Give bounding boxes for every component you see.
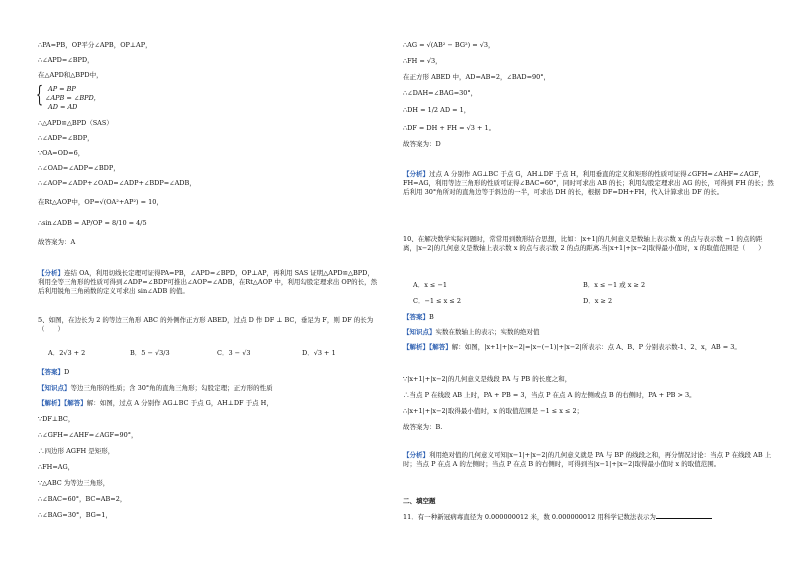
answer-line <box>38 368 69 377</box>
solution-text: 解：如图，|x+1|+|x−2|=|x−(−1)|+|x−2|所表示：点 A、B、P 分别表示数-1、2、x，AB = 3。 <box>451 343 741 351</box>
answer-tag: 【答案】 <box>38 368 64 376</box>
section-heading: 二、填空题 <box>403 497 436 505</box>
line: ∵OA=OD=6， <box>38 149 85 157</box>
line: 在正方形 ABED 中，AD=AB=2，∠BAD=90°， <box>403 73 551 81</box>
solution-text: 解：如图，过点 A 分别作 AG⊥BC 于点 G，AH⊥DF 于点 H， <box>86 399 273 407</box>
knowledge-tag: 【知识点】 <box>38 384 71 392</box>
line: ∴∠ADP=∠BDP， <box>38 134 94 142</box>
line: 故答案为：D <box>403 140 441 148</box>
question-11 <box>403 512 712 522</box>
analysis-tag: 【分析】 <box>403 451 429 459</box>
option-d: D．√3 + 1 <box>302 349 336 357</box>
analysis-paragraph <box>38 269 380 296</box>
knowledge-tag: 【知识点】 <box>403 328 436 336</box>
analysis-paragraph-2 <box>403 451 777 469</box>
line: ∴△APD≌△BPD（SAS） <box>38 119 113 127</box>
option-d: D．x ≥ 2 <box>583 297 613 305</box>
line: ∴sin∠ADB = AP/OP = 8/10 = 4/5 <box>38 219 147 227</box>
knowledge-text: 等边三角形的性质；含 30°角的直角三角形；勾股定理；正方形的性质 <box>70 384 273 392</box>
line: ∵|x+1|+|x−2|的几何意义是线段 PA 与 PB 的长度之和， <box>403 375 572 383</box>
knowledge-line <box>38 384 273 393</box>
solution-tag-2: 【解答】 <box>429 343 452 351</box>
analysis-text: 过点 A 分别作 AG⊥BC 于点 G，AH⊥DF 于点 H，利用垂直的定义和矩形的性质可证得∠GFH=∠AHF=∠AGF，FH=AG，利用等边三角形的性质可证得∠BAC=60°，同时可求出 AB 的长；利用勾股定理求出 AG 的长，可得到 FH 的长；然后利用 30°角所对的直角边等于斜边的一半，可求出 DH 的长，根据 DF=DH+FH，代入计算求出 DF 的长。 <box>403 170 774 196</box>
line: ∴AG = √(AB² − BG²) = √3， <box>403 41 495 49</box>
line: ∴∠DAH=∠BAG=30°， <box>403 89 478 97</box>
line: 在△APD和△BPD中， <box>38 71 103 79</box>
option-c: C．−1 ≤ x ≤ 2 <box>413 297 462 305</box>
solution-paragraph <box>403 343 777 352</box>
brace-glyph: { <box>36 83 43 108</box>
system-eq: AP = BP <box>48 85 76 93</box>
knowledge-line <box>403 328 540 337</box>
answer-value: B <box>429 313 434 321</box>
answer-line <box>403 313 434 322</box>
option-b: B．x ≤ −1 或 x ≥ 2 <box>583 281 646 289</box>
line: ∵DF⊥BC， <box>38 415 75 423</box>
answer-value: D <box>64 368 70 376</box>
question-10: 10、在解决数学实际问题时，常常用到数形结合思想，比如：|x+1|的几何意义是数轴上表示数 x 的点与表示数 −1 的点的距离，|x−2|的几何意义是数轴上表示数 x 的点与表示数 2 的点的距离.当|x+1|+|x−2|取得最小值时，x 的取值范围是（ ） <box>403 235 765 252</box>
solution-tag: 【解析】 <box>403 343 429 351</box>
system-eq: ∠APB = ∠BPD， <box>45 94 101 102</box>
knowledge-text: 实数在数轴上的表示；实数的绝对值 <box>435 328 540 336</box>
line: ∵△ABC 为等边三角形， <box>38 479 110 487</box>
option-a: A．2√3 + 2 <box>48 349 86 357</box>
line: ∴DF = DH + FH = √3 + 1。 <box>403 124 496 132</box>
line: ∴FH=AG， <box>38 463 75 471</box>
line: ∴FH = √3， <box>403 57 442 65</box>
line: ∴∠BAC=60°，BC=AB=2， <box>38 495 127 503</box>
option-a: A．x ≤ −1 <box>413 281 448 289</box>
solution-line <box>38 399 273 408</box>
analysis-tag: 【分析】 <box>403 170 429 178</box>
line: ∴当点 P 在线段 AB 上时，PA + PB = 3，当点 P 在点 A 的左侧或点 B 的右侧时，PA + PB > 3。 <box>403 391 696 399</box>
analysis-paragraph <box>403 170 777 197</box>
line: ∴四边形 AGFH 是矩形， <box>38 447 115 455</box>
analysis-tag: 【分析】 <box>38 269 64 277</box>
line: ∴∠GFH=∠AHF=∠AGF=90°， <box>38 431 138 439</box>
line: ∴DH = 1/2 AD = 1， <box>403 106 471 114</box>
line: ∴∠AOP=∠ADP+∠OAD=∠ADP+∠BDP=∠ADB， <box>38 179 196 187</box>
question-5: 5、如图，在边长为 2 的等边三角形 ABC 的外侧作正方形 ABED，过点 D 作 DF ⊥ BC，垂足为 F，则 DF 的长为（ ） <box>38 316 374 333</box>
answer-tag: 【答案】 <box>403 313 429 321</box>
line: ∴|x+1|+|x−2|取得最小值时，x 的取值范围是 −1 ≤ x ≤ 2； <box>403 407 584 415</box>
analysis-text: 连结 OA，利用切线长定理可证得PA=PB，∠APD=∠BPD，OP⊥AP，再利用 SAS 证明△APD≌△BPD，利用全等三角形的性质可得到∠ADP=∠BDP可推出∠AOP=∠ADB，在Rt△AOP 中，利用勾股定理求出 OP的长，然后利用锐角三角函数的定义可求出 sin∠ADB 的值。 <box>38 269 378 295</box>
solution-tag-2: 【解答】 <box>64 399 87 407</box>
line: 故答案为：A <box>38 238 76 246</box>
line: 在Rt△AOP中，OP=√(OA²+AP²) = 10， <box>38 198 163 206</box>
line: 故答案为：B. <box>403 423 443 431</box>
line: ∴∠OAD=∠ADP=∠BDP， <box>38 164 120 172</box>
system-eq: AD = AD <box>48 103 78 111</box>
option-b: B．5 − √3/3 <box>130 349 170 357</box>
answer-blank[interactable] <box>656 512 712 519</box>
line: ∴∠APD=∠BPD， <box>38 56 94 64</box>
question-11-text: 11．有一种新冠病毒直径为 0.000000012 米，数 0.000000012 用科学记数法表示为 <box>403 513 656 521</box>
line: ∴PA=PB，OP平分∠APB，OP⊥AP， <box>38 41 152 49</box>
line: ∴∠BAG=30°，BG=1， <box>38 511 112 519</box>
solution-tag: 【解析】 <box>38 399 64 407</box>
option-c: C．3 − √3 <box>217 349 251 357</box>
analysis-text: 利用绝对值的几何意义可知|x−1|+|x−2|的几何意义就是 PA 与 BP 的线段之和，再分情况讨论：当点 P 在线段 AB 上时；当点 P 在点 A 的左侧时；当点 P 在点 B 的右侧时，可得到当|x−1|+|x−2|取得最小值时 x 的取值范围。 <box>403 451 772 468</box>
